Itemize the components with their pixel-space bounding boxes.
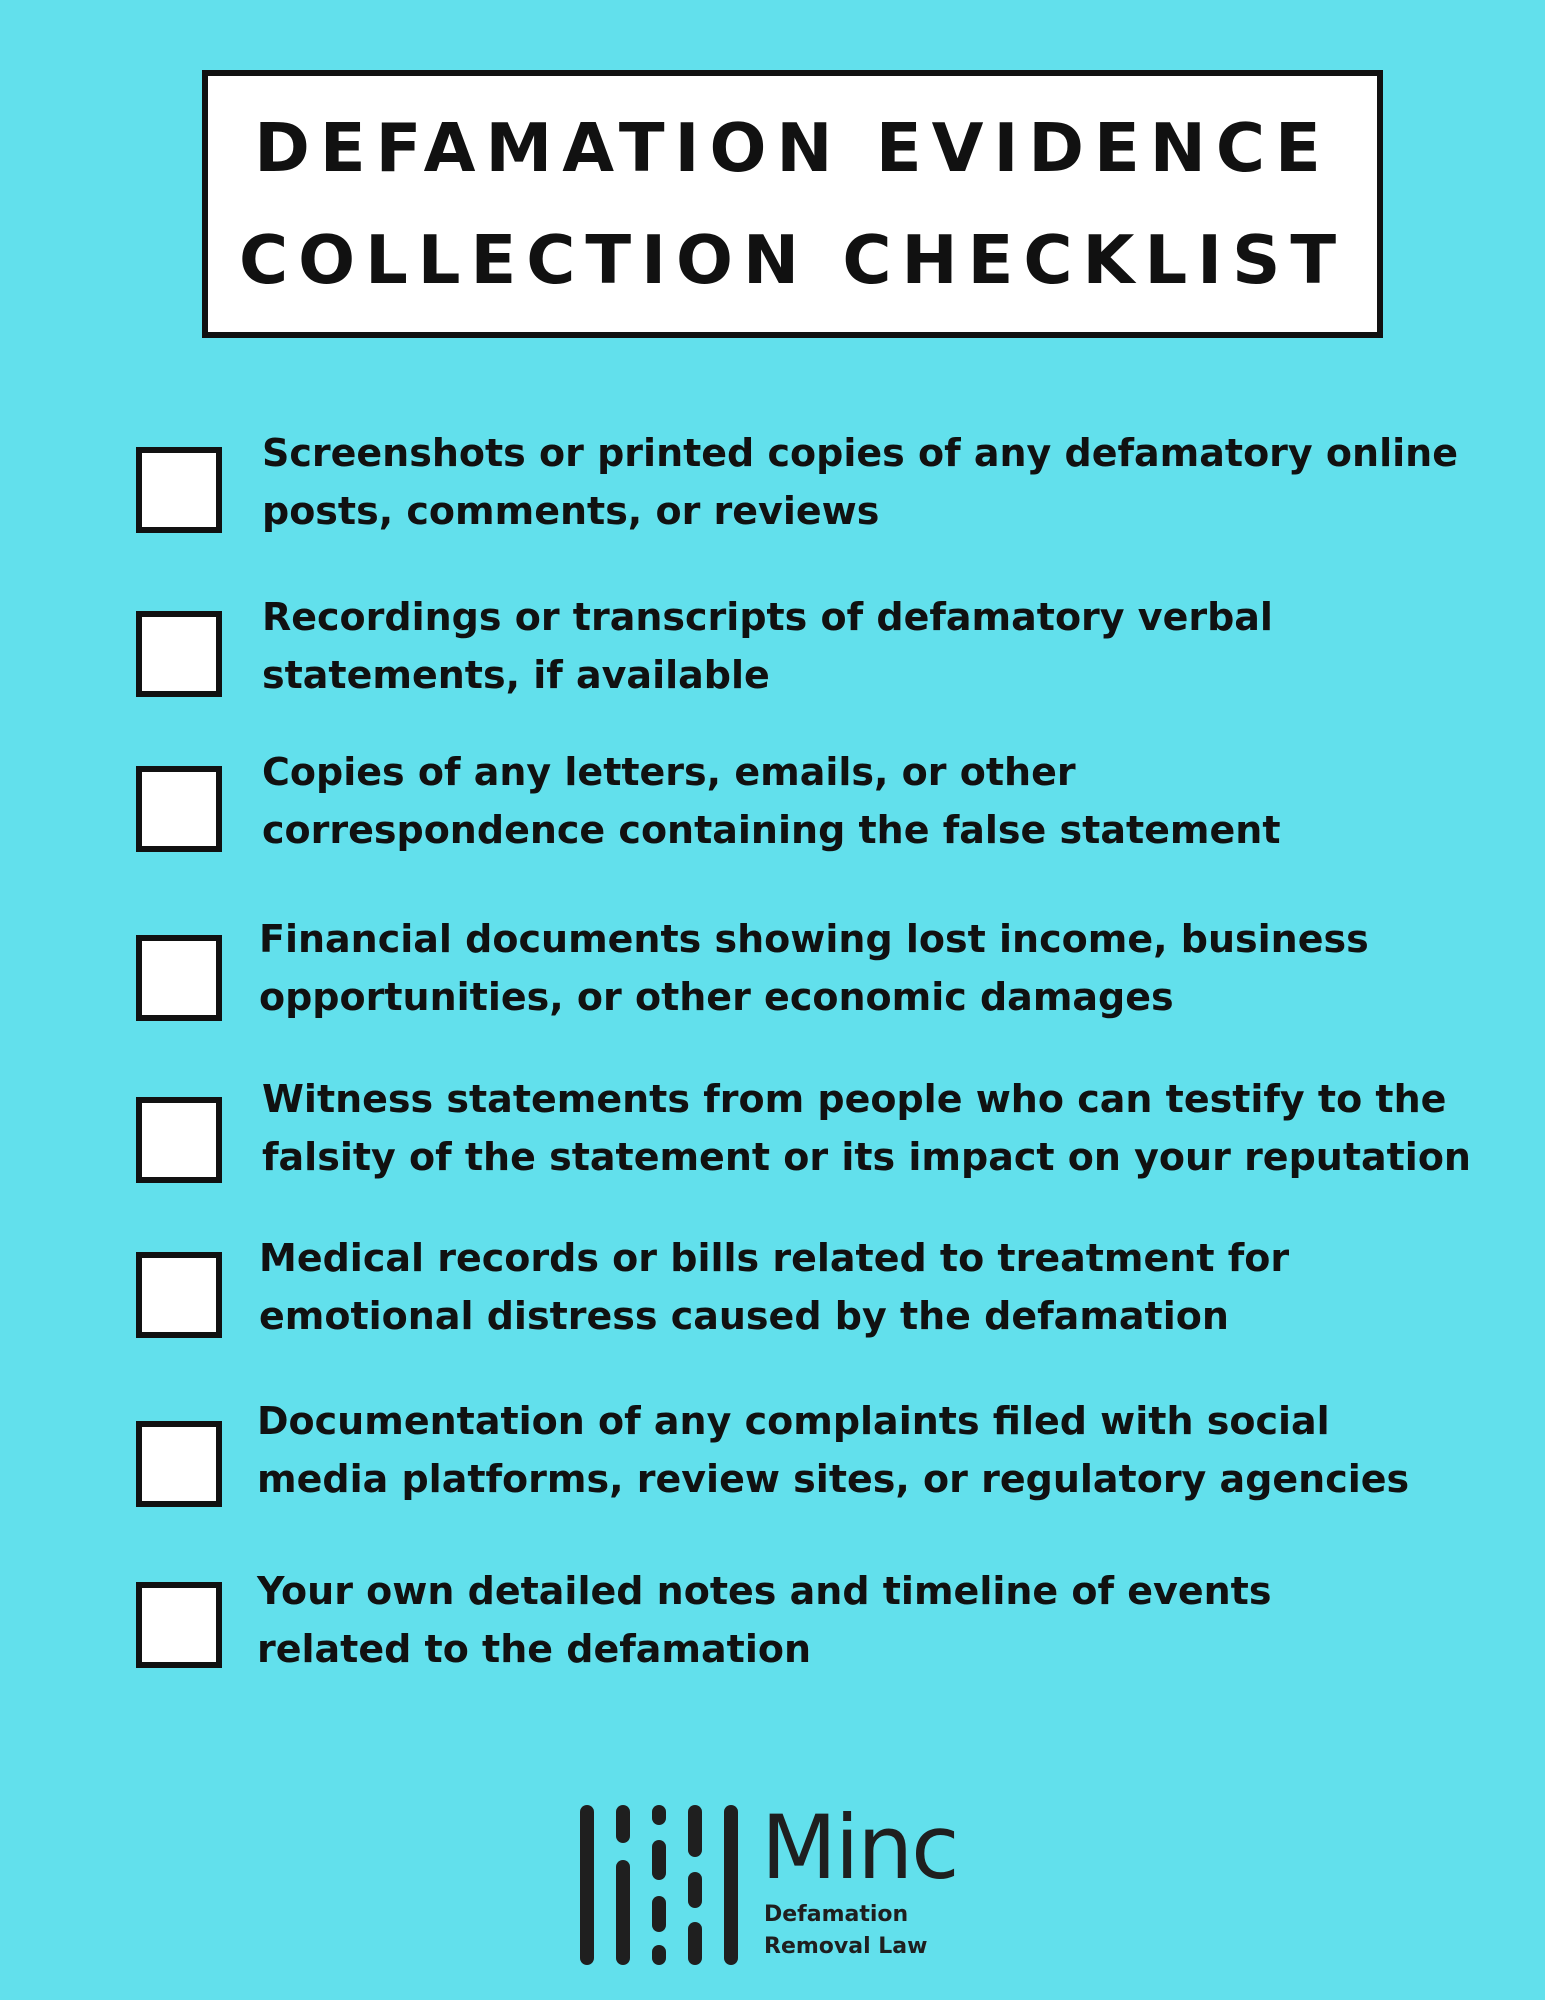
checkbox[interactable] [136,935,222,1021]
checklist-item-line-2: media platforms, review sites, or regulatory agencies [257,1457,1410,1501]
checklist-item-line-2: emotional distress caused by the defamation [259,1294,1229,1338]
checklist-item-line-1: Financial documents showing lost income, business [259,917,1369,961]
checklist-item-text [257,1392,1447,1508]
checklist-item-line-2: falsity of the statement or its impact on your reputation [262,1135,1471,1179]
checklist-item-line-1: Recordings or transcripts of defamatory verbal [262,595,1273,639]
checklist-item[interactable] [0,1079,1545,1179]
checkbox[interactable] [136,766,222,852]
checklist-item-line-1: Screenshots or printed copies of any defamatory online [262,431,1458,475]
checklist-item-line-1: Documentation of any complaints filed with social [257,1399,1330,1443]
checkbox[interactable] [136,611,222,697]
page-title-line-2: COLLECTION CHECKLIST [238,221,1347,299]
checklist-item[interactable] [0,1401,1545,1501]
checklist-item-line-1: Your own detailed notes and timeline of events [257,1569,1272,1613]
logo-name: Minc [761,1796,958,1899]
checklist-item-line-2: posts, comments, or reviews [262,489,880,533]
minc-logo [578,1796,978,1970]
checkbox[interactable] [136,447,222,533]
checklist-item[interactable] [0,433,1545,533]
logo-subtitle-1: Defamation [764,1902,909,1927]
checklist-item-line-2: related to the defamation [257,1627,812,1671]
checkbox[interactable] [136,1097,222,1183]
checklist-item-text [262,424,1458,540]
checkbox[interactable] [136,1582,222,1668]
checklist-item[interactable] [0,752,1545,852]
checklist-item-text [259,910,1449,1026]
title-box [202,70,1383,338]
checklist-item-text [262,743,1452,859]
checklist-item[interactable] [0,1238,1545,1338]
checklist-item-line-1: Witness statements from people who can testify to the [262,1077,1447,1121]
checklist-item-line-2: opportunities, or other economic damages [259,975,1174,1019]
minc-bars-logo-icon [578,1800,743,1970]
logo-subtitle-2: Removal Law [764,1934,928,1959]
page-title-line-1: DEFAMATION EVIDENCE [254,109,1331,187]
checklist-item-line-2: statements, if available [262,653,770,697]
checkbox[interactable] [136,1252,222,1338]
checklist-item-line-1: Medical records or bills related to treatment for [259,1236,1290,1280]
checklist-item-text [259,1229,1449,1345]
checklist-item-line-1: Copies of any letters, emails, or other [262,750,1076,794]
checklist-item[interactable] [0,1571,1545,1671]
checkbox[interactable] [136,1421,222,1507]
checklist-item-text [257,1562,1447,1678]
checklist-item-text [262,1070,1471,1186]
checklist-item-line-2: correspondence containing the false statement [262,808,1281,852]
checklist-item-text [262,588,1452,704]
checklist-item[interactable] [0,919,1545,1019]
checklist-item[interactable] [0,597,1545,697]
